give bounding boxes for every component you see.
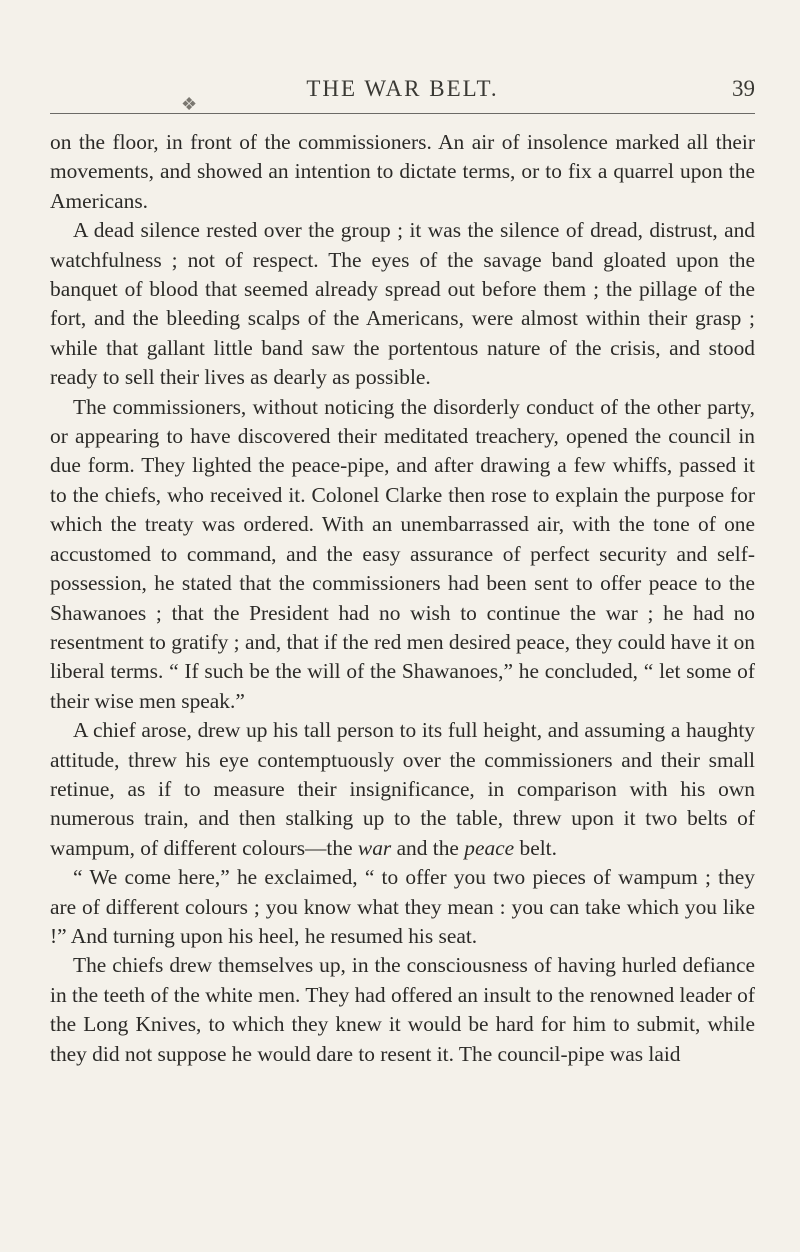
printer-mark: ❖ [181,94,198,114]
page-number: 39 [732,76,755,101]
italic-word-war: war [357,835,392,860]
paragraph: The chiefs drew themselves up, in the consciousness of having hurled defiance in the teeth of the white men. They had offered an insult to the renowned leader of the Long Knives, to which they knew it would be hard for him to submit, while they did not suppose he would dare to resent it. The council-pipe was laid [50,953,755,1066]
body-text [50,128,755,1069]
paragraph-continued: on the floor, in front of the commissioners. An air of insolence marked all their movements, and showed an intention to dictate terms, or to fix a quarrel upon the Americans. [50,130,755,213]
running-title: THE WAR BELT. [306,76,499,101]
paragraph-text: belt. [514,835,557,860]
paragraph: A dead silence rested over the group ; it was the silence of dread, distrust, and watchfulness ; not of respect. The eyes of the savage band gloated upon the banquet of blood that seemed already spread out before them ; the pillage of the fort, and the bleeding scalps of the Americans, were almost within their grasp ; while that gallant little band saw the portentous nature of the crisis, and stood ready to sell their lives as dearly as possible. [50,218,755,390]
paragraph-text: and the [391,835,465,860]
running-head [50,76,755,106]
paragraph: “ We come here,” he exclaimed, “ to offer you two pieces of wampum ; they are of different colours ; you know what they mean : you can take which you like !” And turning upon his heel, he resumed his seat. [50,865,755,948]
italic-word-peace: peace [464,835,515,860]
paragraph: The commissioners, without noticing the disorderly conduct of the other party, or appearing to have discovered their meditated treachery, opened the council in due form. They lighted the peace-pipe, and after drawing a few whiffs, passed it to the chiefs, who received it. Colonel Clarke then rose to explain the purpose for which the treaty was ordered. With an unembarrassed air, with the tone of one accustomed to command, and the easy assurance of perfect security and self-possession, he stated that the commissioners had been sent to offer peace to the Shawanoes ; that the President had no wish to continue the war ; he had no resentment to gratify ; and, that if the red men desired peace, they could have it on liberal terms. “ If such be the will of the Shawanoes,” he concluded, “ let some of their wise men speak.” [50,394,755,713]
paragraph-text: A chief arose, drew up his tall person to its full height, and assuming a haughty attitude, threw his eye contemptuously over the commissioners and their small retinue, as if to measure their insignificance, in comparison with his own numerous train, and then stalking up to the table, threw upon it two belts of wampum, of different colours—the [50,718,755,860]
paragraph [50,716,755,863]
header-rule [50,113,755,114]
